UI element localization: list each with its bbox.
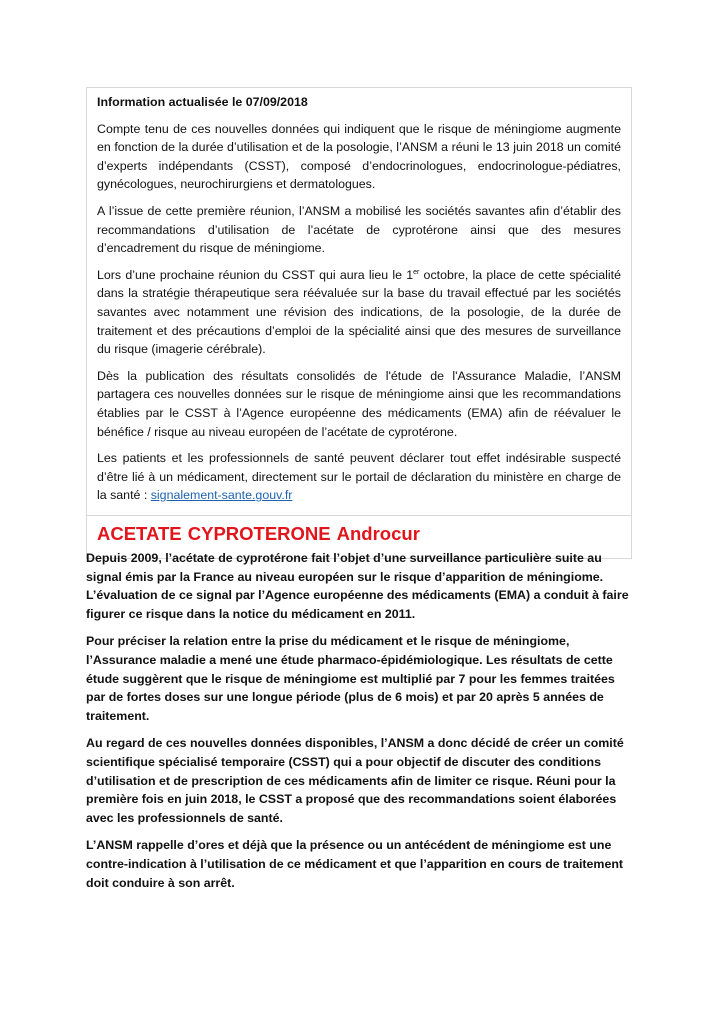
info-paragraph-5 <box>97 449 621 505</box>
info-paragraph-4: Dès la publication des résultats consolidés de l'étude de l'Assurance Maladie, l’ANSM partagera ces nouvelles données sur le risque de méningiome ainsi que les recommandations établies par le CSST à l’Agence européenne des médicaments (EMA) afin de réévaluer le bénéfice / risque au niveau européen de l’acétate de cyprotérone. <box>97 368 621 439</box>
info-paragraph-2: A l’issue de cette première réunion, l’ANSM a mobilisé les sociétés savantes afin d’établir des recommandations d’utilisation de l’acétate de cyprotérone ainsi que des mesures d’encadrement du risque de méningiome. <box>97 203 621 256</box>
info-paragraph-1: Compte tenu de ces nouvelles données qui indiquent que le risque de méningiome augmente en fonction de la durée d’utilisation et de la posologie, l’ANSM a réuni le 13 juin 2018 un comité d’experts indépendants (CSST), composé d’endocrinologues, endocrinologue-pédiatres, gynécologues, neurochirurgiens et dermatologues. <box>97 121 621 192</box>
ordinal-superscript: er <box>413 268 420 276</box>
info-paragraph-3-text-b: octobre, la place de cette spécialité dans la stratégie thérapeutique sera réévaluée sur la base du travail effectué par les sociétés savantes avec notamment une révision des indications, de la posologie, de la durée de traitement et des précautions d’emploi de la spécialité ainsi que des mesures de surveillance du risque (imagerie cérébrale). <box>97 267 621 357</box>
signalement-sante-link[interactable]: signalement-sante.gouv.fr <box>150 488 293 503</box>
body-paragraph-3: Au regard de ces nouvelles données disponibles, l’ANSM a donc décidé de créer un comité scientifique spécialisé temporaire (CSST) qui a pour objectif de discuter des conditions d’utilisation et de prescription de ces médicaments afin de limiter ce risque. Réuni pour la première fois en juin 2018, le CSST a proposé que des recommandations soient élaborées avec les professionnels de santé. <box>86 736 624 825</box>
info-paragraph-3-text-a: Lors d’une prochaine réunion du CSST qui aura lieu le 1 <box>97 267 414 282</box>
body-paragraph-4: L’ANSM rappelle d’ores et déjà que la présence ou un antécédent de méningiome est une contre-indication à l’utilisation de ce médicament et que l’apparition en cours de traitement doit conduire à son arrêt. <box>86 838 624 890</box>
update-title: Information actualisée le 07/09/2018 <box>97 95 308 109</box>
drug-body-text <box>86 548 636 901</box>
update-info-cell <box>87 88 631 516</box>
drug-heading <box>97 523 420 545</box>
update-info-box <box>86 87 632 559</box>
info-paragraph-3 <box>97 266 621 359</box>
body-paragraph-1: Depuis 2009, l’acétate de cyprotérone fait l’objet d’une surveillance particulière suite au signal émis par la France au niveau européen sur le risque d’apparition de méningiome. L’évaluation de ce signal par l’Agence européenne des médicaments (EMA) a conduit à faire figurer ce risque dans la notice du médicament en 2011. <box>86 551 629 621</box>
info-paragraph-5-text: Les patients et les professionnels de santé peuvent déclarer tout effet indésirable suspecté d’être lié à un médicament, directement sur le portail de déclaration du ministère en charge de la santé : <box>97 451 621 503</box>
body-paragraph-2: Pour préciser la relation entre la prise du médicament et le risque de méningiome, l’Assurance maladie a mené une étude pharmaco-épidémiologique. Les résultats de cette étude suggèrent que le risque de méningiome est multiplié par 7 pour les femmes traitées par de fortes doses sur une longue période (plus de 6 mois) et par 20 après 5 années de traitement. <box>86 634 615 723</box>
drug-brand: Androcur <box>336 522 420 544</box>
drug-name: ACETATE CYPROTERONE <box>97 522 331 544</box>
